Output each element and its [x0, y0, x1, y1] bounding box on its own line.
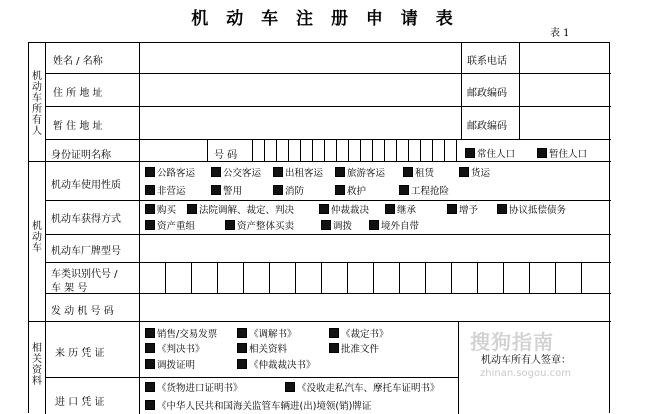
registration-form	[28, 42, 610, 413]
acquire-option-6[interactable]: 协议抵偿债务	[497, 202, 566, 216]
usage-option-4[interactable]: 旅游客运	[335, 165, 385, 179]
checkbox-icon	[145, 185, 155, 195]
checkbox-icon	[329, 343, 339, 353]
checkbox-icon	[369, 220, 379, 230]
usage-option-11[interactable]: 工程抢险	[399, 183, 449, 197]
checkbox-icon	[321, 220, 331, 230]
origin-option-8[interactable]: 《仲裁裁决书》	[237, 357, 316, 371]
checkbox-icon	[145, 400, 155, 410]
acquire-option-3[interactable]: 仲裁裁决	[319, 202, 369, 216]
origin-option-3[interactable]: 《裁定书》	[329, 326, 389, 340]
postcode-label-1: 邮政编码	[467, 88, 507, 99]
checkbox-icon	[145, 167, 155, 177]
usage-label: 机动车使用性质	[51, 180, 121, 191]
acquire-option-7[interactable]: 资产重组	[145, 218, 195, 232]
id-number-label: 号 码	[214, 150, 238, 161]
temp-address-label: 暂 住 地 址	[53, 121, 103, 132]
signature-label: 机动车所有人签章：	[481, 355, 571, 366]
engine-label: 发 动 机 号 码	[51, 306, 114, 317]
origin-option-5[interactable]: 相关资料	[237, 341, 287, 355]
checkbox-icon	[319, 204, 329, 214]
acquire-label: 机动车获得方式	[51, 214, 121, 225]
checkbox-icon	[537, 148, 547, 158]
import-option-3[interactable]: 《中华人民共和国海关监管车辆进(出)境领(销)牌证	[145, 398, 371, 412]
checkbox-icon	[145, 220, 155, 230]
origin-option-2[interactable]: 《调解书》	[237, 326, 297, 340]
origin-option-7[interactable]: 调拨证明	[145, 357, 195, 371]
usage-option-6[interactable]: 货运	[459, 165, 490, 179]
origin-option-6[interactable]: 批准文件	[329, 341, 379, 355]
watermark-logo: 搜狗指南	[470, 330, 554, 354]
checkbox-icon	[285, 382, 295, 392]
acquire-option-10[interactable]: 境外自带	[369, 218, 419, 232]
usage-option-1[interactable]: 公路客运	[145, 165, 195, 179]
checkbox-icon	[187, 204, 197, 214]
checkbox-icon	[497, 204, 507, 214]
checkbox-icon	[237, 359, 247, 369]
checkbox-icon	[145, 343, 155, 353]
checkbox-icon	[447, 204, 457, 214]
checkbox-icon	[273, 167, 283, 177]
brand-label: 机动车厂牌型号	[51, 246, 121, 257]
usage-option-5[interactable]: 租赁	[403, 165, 434, 179]
origin-label: 来 历 凭 证	[55, 348, 105, 359]
usage-option-10[interactable]: 救护	[335, 183, 366, 197]
vin-label-2: 车 架 号	[51, 283, 88, 294]
phone-label: 联系电话	[467, 56, 507, 67]
checkbox-icon	[465, 148, 475, 158]
checkbox-icon	[145, 382, 155, 392]
usage-option-7[interactable]: 非营运	[145, 183, 186, 197]
vin-label-1: 车类识别代号 /	[51, 269, 118, 280]
section-docs: 相关资料	[32, 343, 42, 387]
usage-option-2[interactable]: 公交客运	[211, 165, 261, 179]
permanent-checkbox[interactable]: 常住人口	[465, 146, 515, 160]
section-vehicle: 机动车	[32, 221, 42, 254]
acquire-option-1[interactable]: 购买	[145, 202, 176, 216]
checkbox-icon	[273, 185, 283, 195]
vin-boxes[interactable]	[139, 262, 611, 293]
acquire-option-8[interactable]: 资产整体买卖	[225, 218, 294, 232]
checkbox-icon	[237, 328, 247, 338]
checkbox-icon	[225, 220, 235, 230]
checkbox-icon	[145, 359, 155, 369]
checkbox-icon	[459, 167, 469, 177]
temporary-checkbox[interactable]: 暂住人口	[537, 146, 587, 160]
import-option-1[interactable]: 《货物进口证明书》	[145, 380, 243, 394]
watermark-url: zhinan.sogou.com	[480, 368, 572, 379]
acquire-option-9[interactable]: 调拨	[321, 218, 352, 232]
checkbox-icon	[385, 204, 395, 214]
usage-option-9[interactable]: 消防	[273, 183, 304, 197]
origin-option-4[interactable]: 《判决书》	[145, 341, 205, 355]
checkbox-icon	[329, 328, 339, 338]
checkbox-icon	[403, 167, 413, 177]
checkbox-icon	[145, 204, 155, 214]
checkbox-icon	[399, 185, 409, 195]
checkbox-icon	[335, 167, 345, 177]
checkbox-icon	[211, 185, 221, 195]
table-number: 表 1	[550, 28, 570, 39]
checkbox-icon	[211, 167, 221, 177]
postcode-label-2: 邮政编码	[467, 121, 507, 132]
acquire-option-5[interactable]: 增予	[447, 202, 478, 216]
import-option-2[interactable]: 《没收走私汽车、摩托车证明书》	[285, 380, 440, 394]
usage-option-3[interactable]: 出租客运	[273, 165, 323, 179]
name-label: 姓名 / 名称	[53, 56, 103, 67]
origin-option-1[interactable]: 销售/交易发票	[145, 326, 217, 340]
id-number-boxes[interactable]	[252, 139, 462, 161]
acquire-option-4[interactable]: 继承	[385, 202, 416, 216]
address-label: 住 所 地 址	[53, 88, 103, 99]
id-name-label: 身份证明名称	[51, 150, 111, 161]
section-owner: 机动车所有人	[32, 71, 42, 137]
form-title: 机 动 车 注 册 申 请 表	[191, 9, 459, 29]
import-label: 进 口 凭 证	[55, 397, 105, 408]
checkbox-icon	[237, 343, 247, 353]
acquire-option-2[interactable]: 法院调解、裁定、判决	[187, 202, 294, 216]
usage-option-8[interactable]: 警用	[211, 183, 242, 197]
checkbox-icon	[145, 328, 155, 338]
checkbox-icon	[335, 185, 345, 195]
